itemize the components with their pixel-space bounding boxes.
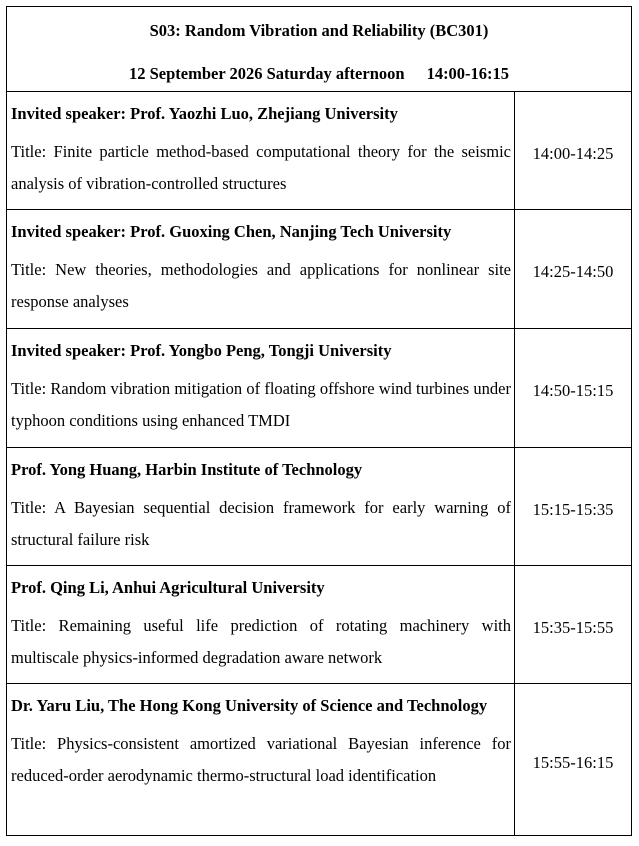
talk-speaker: Prof. Yong Huang, Harbin Institute of Technology (11, 460, 363, 479)
talk-time: 15:15-15:35 (532, 499, 614, 519)
talk-time: 15:35-15:55 (532, 617, 614, 637)
talk-details (7, 448, 515, 565)
talk-details (7, 566, 515, 683)
talk-speaker: Invited speaker: Prof. Yaozhi Luo, Zhejiang University (11, 104, 398, 123)
talk-title: Title: A Bayesian sequential decision framework for early warning of structural failure risk (11, 498, 511, 549)
talk-title: Title: Physics-consistent amortized variational Bayesian inference for reduced-order aerodynamic thermo-structural load identification (11, 734, 511, 785)
talk-speaker: Prof. Qing Li, Anhui Agricultural University (11, 578, 325, 597)
talk-time: 14:50-15:15 (532, 381, 614, 400)
talk-row (7, 210, 631, 329)
talk-title: Title: Remaining useful life prediction of rotating machinery with multiscale physics-informed degradation aware network (11, 616, 511, 667)
session-date: 12 September 2026 Saturday afternoon (128, 64, 405, 83)
session-title: S03: Random Vibration and Reliability (BC301) (149, 21, 489, 40)
talk-speaker: Invited speaker: Prof. Yongbo Peng, Tongji University (11, 341, 392, 360)
talk-time: 15:55-16:15 (532, 752, 614, 772)
talk-details (7, 210, 515, 328)
talk-row (7, 566, 631, 684)
session-time: 14:00-16:15 (426, 64, 510, 83)
talk-speaker: Invited speaker: Prof. Guoxing Chen, Nanjing Tech University (11, 222, 452, 241)
talk-row (7, 684, 631, 835)
talk-details (7, 92, 515, 209)
talk-details (7, 329, 515, 447)
talk-time: 14:00-14:25 (532, 143, 614, 163)
talk-row (7, 92, 631, 210)
session-schedule-table (6, 6, 632, 836)
talk-row (7, 329, 631, 448)
session-date-line (7, 62, 631, 86)
talk-row (7, 448, 631, 566)
talk-time: 14:25-14:50 (532, 262, 614, 281)
talk-details (7, 684, 515, 835)
session-header (7, 7, 631, 92)
talk-title: Title: Random vibration mitigation of floating offshore wind turbines under typhoon conditions using enhanced TMDI (11, 379, 511, 430)
talk-title: Title: New theories, methodologies and applications for nonlinear site response analyses (11, 260, 511, 311)
talk-title: Title: Finite particle method-based computational theory for the seismic analysis of vibration-controlled structures (11, 142, 511, 193)
talk-speaker: Dr. Yaru Liu, The Hong Kong University of Science and Technology (11, 696, 488, 715)
